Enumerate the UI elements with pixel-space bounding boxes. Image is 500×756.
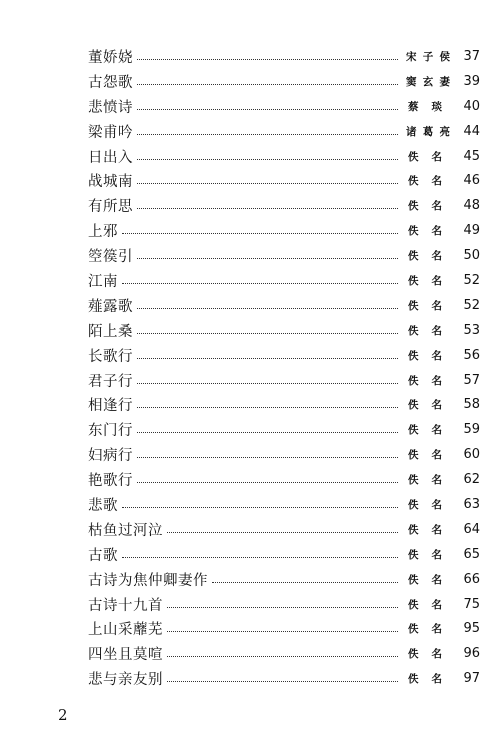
toc-entry-page: 52: [463, 297, 480, 313]
toc-entry-author: 佚 名: [408, 225, 442, 238]
toc-entry-author: 佚 名: [408, 299, 442, 312]
toc-entry: [88, 144, 480, 169]
toc-entry-author: 佚 名: [408, 274, 442, 287]
toc-entry-author: 佚 名: [408, 250, 442, 263]
toc-entry-author: 佚 名: [408, 548, 442, 561]
toc-entry-title: 悲歌: [88, 494, 122, 515]
dot-leader: [137, 183, 398, 184]
dot-leader: [137, 457, 398, 458]
toc-entry-page: 37: [463, 48, 480, 64]
toc-entry-author: 佚 名: [408, 598, 442, 611]
toc-entry: [88, 417, 480, 442]
toc-entry-title: 古歌: [88, 544, 122, 565]
toc-entry-author: 佚 名: [408, 523, 442, 536]
toc-entry-title: 江南: [88, 270, 122, 291]
toc-entry-page: 95: [463, 621, 480, 637]
toc-entry-title: 有所思: [88, 195, 137, 216]
toc-entry-title: 妇病行: [88, 444, 137, 465]
toc-entry-author: 佚 名: [408, 399, 442, 412]
toc-entry: [88, 641, 480, 666]
toc-entry: [88, 616, 480, 641]
dot-leader: [137, 358, 398, 359]
dot-leader: [137, 134, 398, 135]
toc-entry-title: 艳歌行: [88, 469, 137, 490]
toc-entry-author: 佚 名: [408, 449, 442, 462]
toc-entry-title: 箜篌引: [88, 245, 137, 266]
toc-entry-page: 97: [463, 671, 480, 687]
toc-entry: [88, 94, 480, 119]
toc-entry-author: 宋子侯: [406, 50, 450, 63]
dot-leader: [137, 407, 398, 408]
toc-entry-page: 59: [463, 422, 480, 438]
toc-entry: [88, 243, 480, 268]
dot-leader: [137, 308, 398, 309]
toc-entry-author: 蔡 琰: [408, 100, 442, 113]
toc-entry-page: 75: [463, 596, 480, 612]
page-number: 2: [58, 706, 68, 724]
dot-leader: [122, 557, 398, 558]
toc-entry-page: 53: [463, 322, 480, 338]
toc-entry-title: 战城南: [88, 170, 137, 191]
toc-entry-title: 古怨歌: [88, 71, 137, 92]
toc-entry-title: 董娇娆: [88, 46, 137, 67]
toc-entry-author: 窦玄妻: [406, 75, 450, 88]
toc-entry-page: 49: [463, 223, 480, 239]
toc-entry-author: 佚 名: [408, 175, 442, 188]
dot-leader: [137, 159, 398, 160]
dot-leader: [137, 383, 398, 384]
toc-entry-author: 佚 名: [408, 349, 442, 362]
dot-leader: [137, 258, 398, 259]
toc-entry-page: 65: [463, 546, 480, 562]
toc-entry-title: 古诗十九首: [88, 594, 167, 615]
toc-entry-author: 佚 名: [408, 150, 442, 163]
toc-entry-page: 39: [463, 73, 480, 89]
toc-entry-author: 佚 名: [408, 374, 442, 387]
toc-entry-page: 58: [463, 397, 480, 413]
toc-entry: [88, 492, 480, 517]
toc-entry: [88, 293, 480, 318]
toc-entry-title: 日出入: [88, 146, 137, 167]
toc-entry: [88, 467, 480, 492]
toc-entry-author: 佚 名: [408, 498, 442, 511]
dot-leader: [212, 582, 398, 583]
toc-entry: [88, 168, 480, 193]
dot-leader: [122, 507, 398, 508]
toc-entry-page: 96: [463, 646, 480, 662]
toc-entry-page: 45: [463, 148, 480, 164]
toc-entry-author: 佚 名: [408, 648, 442, 661]
toc-entry-title: 古诗为焦仲卿妻作: [88, 569, 212, 590]
toc-entry-page: 40: [463, 98, 480, 114]
toc-entry-author: 佚 名: [408, 200, 442, 213]
toc-entry-title: 上邪: [88, 220, 122, 241]
toc-entry: [88, 193, 480, 218]
toc-entry-author: 诸葛亮: [406, 125, 450, 138]
toc-entry: [88, 318, 480, 343]
toc-entry: [88, 592, 480, 617]
dot-leader: [167, 681, 398, 682]
toc-entry-title: 相逢行: [88, 394, 137, 415]
toc-entry-title: 四坐且莫喧: [88, 643, 167, 664]
toc-entry-page: 62: [463, 472, 480, 488]
dot-leader: [137, 432, 398, 433]
toc-entry: [88, 44, 480, 69]
toc-entry: [88, 392, 480, 417]
toc-entry-author: 佚 名: [408, 474, 442, 487]
dot-leader: [167, 631, 398, 632]
toc-entry-title: 长歌行: [88, 345, 137, 366]
toc-entry-author: 佚 名: [408, 673, 442, 686]
toc-entry-title: 悲与亲友别: [88, 668, 167, 689]
toc-entry: [88, 69, 480, 94]
toc-entry-title: 上山采蘼芜: [88, 618, 167, 639]
dot-leader: [137, 333, 398, 334]
toc-entry-page: 48: [463, 198, 480, 214]
toc-entry-page: 56: [463, 347, 480, 363]
toc-entry: [88, 542, 480, 567]
dot-leader: [137, 208, 398, 209]
toc-entry: [88, 119, 480, 144]
toc-entry-author: 佚 名: [408, 324, 442, 337]
toc-entry-title: 枯鱼过河泣: [88, 519, 167, 540]
toc-entry-author: 佚 名: [408, 623, 442, 636]
toc-entry: [88, 442, 480, 467]
dot-leader: [137, 482, 398, 483]
toc-entry-page: 64: [463, 521, 480, 537]
dot-leader: [137, 84, 398, 85]
toc-entry: [88, 517, 480, 542]
toc-entry: [88, 666, 480, 691]
toc-entry-page: 66: [463, 571, 480, 587]
dot-leader: [167, 607, 398, 608]
toc-entry-page: 60: [463, 447, 480, 463]
toc-entry-title: 陌上桑: [88, 320, 137, 341]
toc-entry: [88, 343, 480, 368]
toc-entry-page: 52: [463, 272, 480, 288]
dot-leader: [167, 532, 398, 533]
toc-entry-page: 46: [463, 173, 480, 189]
toc-entry-page: 57: [463, 372, 480, 388]
toc-entry: [88, 567, 480, 592]
toc-entry-title: 君子行: [88, 370, 137, 391]
table-of-contents: [88, 44, 480, 691]
toc-entry-title: 梁甫吟: [88, 121, 137, 142]
dot-leader: [167, 656, 398, 657]
toc-entry-author: 佚 名: [408, 424, 442, 437]
dot-leader: [137, 59, 398, 60]
toc-entry-page: 50: [463, 248, 480, 264]
dot-leader: [137, 109, 398, 110]
toc-entry: [88, 268, 480, 293]
toc-entry-page: 63: [463, 496, 480, 512]
dot-leader: [122, 233, 398, 234]
toc-entry-title: 东门行: [88, 419, 137, 440]
toc-entry: [88, 218, 480, 243]
toc-entry-title: 薤露歌: [88, 295, 137, 316]
toc-entry-page: 44: [463, 123, 480, 139]
toc-entry: [88, 368, 480, 393]
toc-entry-title: 悲愤诗: [88, 96, 137, 117]
dot-leader: [122, 283, 398, 284]
toc-entry-author: 佚 名: [408, 573, 442, 586]
